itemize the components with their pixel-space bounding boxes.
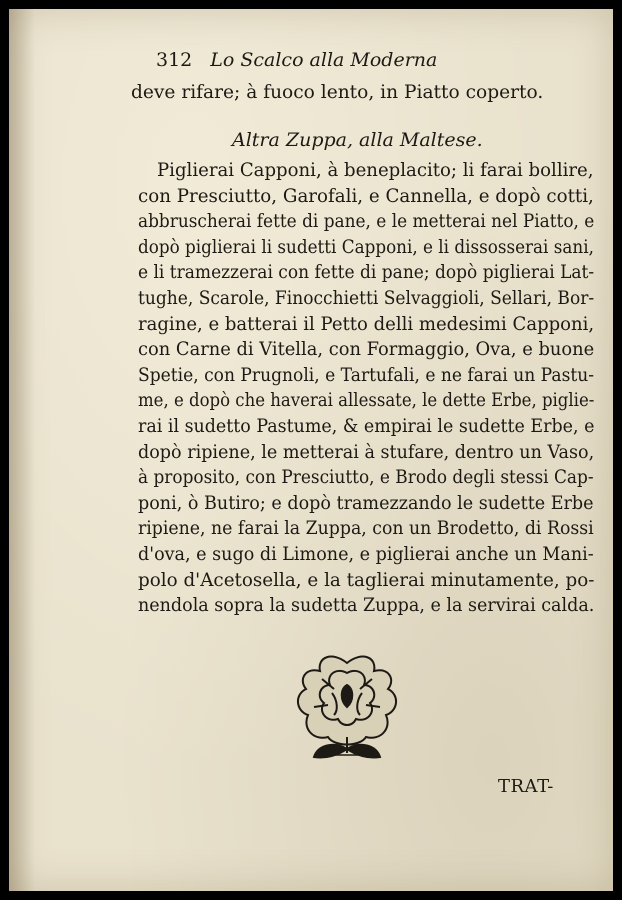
text-line: con Carne di Vitella, con Formaggio, Ova, e buone <box>138 339 595 361</box>
text-line: polo d'Acetosella, e la taglierai minutamente, po- <box>138 569 595 591</box>
page-number: 312 <box>156 49 193 71</box>
running-title: Lo Scalco alla Moderna <box>210 49 438 71</box>
text-line: e li tramezzerai con fette di pane; dopò piglierai Lat- <box>138 262 595 284</box>
text-line: tughe, Scarole, Finocchietti Selvaggioli, Sellari, Bor- <box>138 288 595 309</box>
text-line: d'ova, e sugo di Limone, e piglierai anche un Mani- <box>138 544 594 565</box>
recipe-subtitle: Altra Zuppa, alla Maltese. <box>232 129 483 151</box>
text-line: poni, ò Butiro; e dopò tramezzando le sudette Erbe <box>138 492 594 514</box>
first-line: deve rifare; à fuoco lento, in Piatto coperto. <box>131 82 544 103</box>
catchword: TRAT- <box>498 776 554 797</box>
text-line: con Presciutto, Garofali, e Cannella, e dopò cotti, <box>138 185 594 207</box>
text-line: nendola sopra la sudetta Zuppa, e la servirai calda. <box>138 595 595 617</box>
text-line: me, e dopò che haverai allessate, le dette Erbe, piglie- <box>138 390 595 412</box>
text-line: dopò piglierai li sudetti Capponi, e li dissosserai sani, <box>138 236 594 258</box>
text-line: Piglierai Capponi, à beneplacito; li farai bollire, <box>157 160 594 181</box>
text-line: ragine, e batterai il Petto delli medesimi Capponi, <box>138 313 595 335</box>
text-line: à proposito, con Presciutto, e Brodo degli stessi Cap- <box>138 467 594 489</box>
book-page <box>9 9 613 891</box>
page-text <box>9 9 613 891</box>
text-line: ripiene, ne farai la Zuppa, con un Brodetto, di Rossi <box>138 518 594 540</box>
running-header <box>156 49 437 71</box>
flower-ornament-icon <box>292 649 402 767</box>
text-line: abbruscherai fette di pane, e le metterai nel Piatto, e <box>138 211 595 233</box>
text-line: dopò ripiene, le metterai à stufare, dentro un Vaso, <box>138 441 595 463</box>
text-line: rai il sudetto Pastume, & empirai le sudette Erbe, e <box>138 416 595 437</box>
text-line: Spetie, con Prugnoli, e Tartufali, e ne farai un Pastu- <box>138 364 595 386</box>
